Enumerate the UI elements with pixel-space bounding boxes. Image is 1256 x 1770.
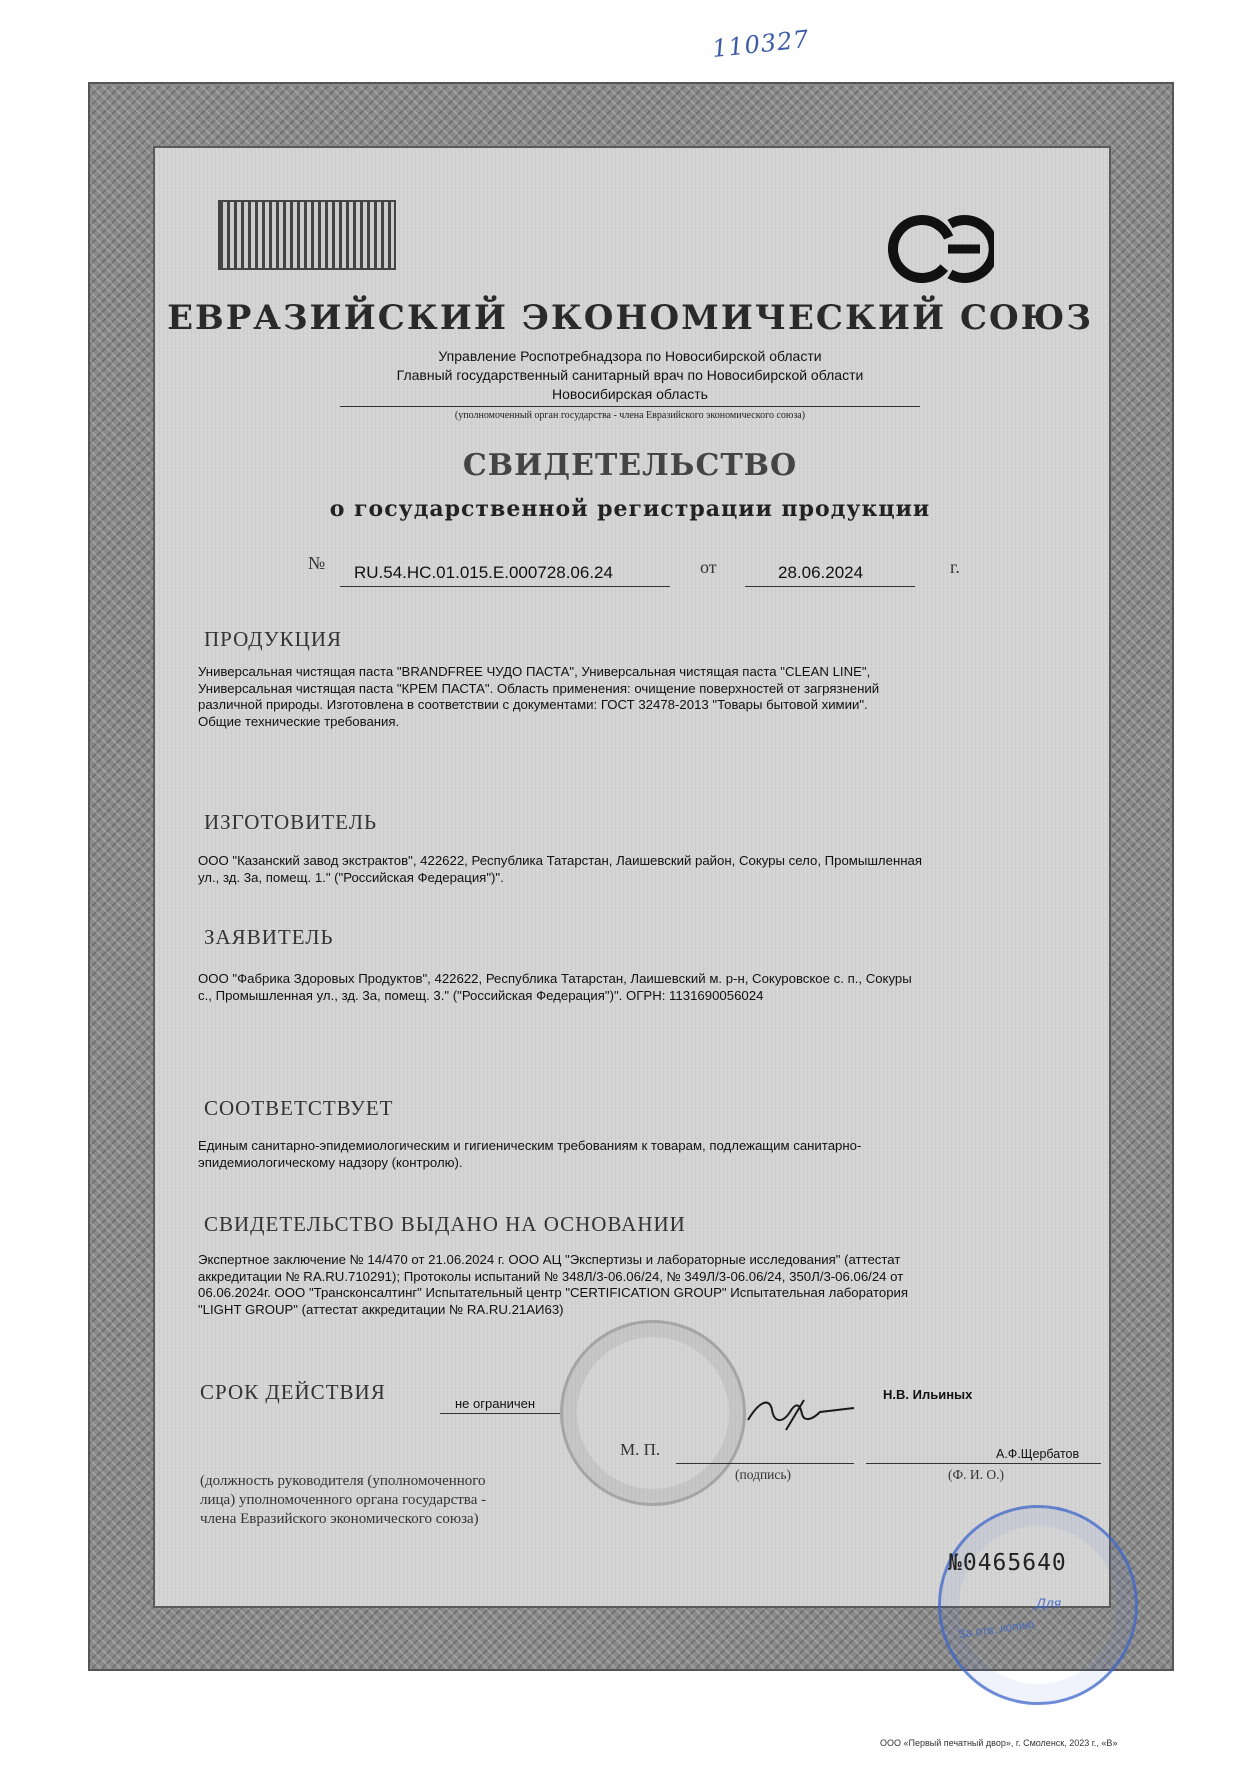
product-heading: ПРОДУКЦИЯ [204, 627, 343, 651]
document-title: СВИДЕТЕЛЬСТВО [462, 448, 798, 483]
validity-value: не ограничен [455, 1396, 536, 1411]
manufacturer-heading: ИЗГОТОВИТЕЛЬ [204, 810, 378, 834]
validity-heading: СРОК ДЕЙСТВИЯ [200, 1380, 386, 1404]
authority-underline [340, 406, 920, 407]
authority-line-1: Управление Роспотребнадзора по Новосибирской области [438, 348, 822, 364]
conforms-heading: СООТВЕТСТВУЕТ [204, 1096, 394, 1120]
eac-logo-icon [888, 212, 994, 286]
union-title: ЕВРАЗИЙСКИЙ ЭКОНОМИЧЕСКИЙ СОЮЗ [167, 298, 1093, 338]
seal-label: М. П. [620, 1440, 661, 1459]
official-seal-impression [560, 1320, 746, 1506]
registration-number: RU.54.НС.01.015.Е.000728.06.24 [354, 563, 613, 582]
signature-caption: (подпись) [735, 1467, 792, 1482]
name-line [866, 1463, 1101, 1464]
name-caption: (Ф. И. О.) [948, 1467, 1005, 1482]
applicant-line: ООО "Фабрика Здоровых Продуктов", 422622, Республика Татарстан, Лаишевский м. р-н, Сокуровское с. п., Сокуры [198, 971, 912, 986]
basis-line: 06.06.2024г. ООО "Трансконсалтинг" Испытательный центр "CERTIFICATION GROUP" Испытательная лаборатория [198, 1285, 909, 1300]
applicant-line: с., Промышленная ул., зд. 3а, помещ. 3." ("Российская Федерация")". ОГРН: 1131690056024 [198, 987, 764, 1003]
conforms-line: Единым санитарно-эпидемиологическим и гигиеническим требованиям к товарам, подлежащим санитарно- [198, 1138, 862, 1153]
handwritten-signature-icon [742, 1390, 862, 1436]
applicant-text [198, 971, 1088, 1004]
basis-line: аккредитации № RA.RU.710291); Протоколы испытаний № 348Л/3-06.06/24, № 349Л/3-06.06/24, 350Л/3-06.06/24 от [198, 1268, 904, 1284]
authority-caption: (уполномоченный орган государства - члена Евразийского экономического союза) [454, 410, 806, 421]
date-underline [745, 586, 915, 587]
document-subtitle: о государственной регистрации продукции [329, 496, 931, 522]
product-line: Общие технические требования. [198, 713, 400, 729]
product-line: Универсальная чистящая паста "КРЕМ ПАСТА". Область применения: очищение поверхностей от загрязнений [198, 680, 880, 696]
applicant-heading: ЗАЯВИТЕЛЬ [204, 925, 334, 949]
signatory-name-top: Н.В. Ильиных [883, 1387, 973, 1402]
handwritten-reference-number: 110327 [710, 24, 811, 64]
authority-line-2: Главный государственный санитарный врач по Новосибирской области [396, 367, 864, 383]
year-suffix: г. [950, 557, 960, 577]
form-serial-number: №0465640 [948, 1550, 1067, 1576]
product-text [198, 664, 1078, 730]
position-caption [200, 1472, 486, 1529]
product-line: Универсальная чистящая паста "BRANDFREE ЧУДО ПАСТА", Универсальная чистящая паста "CLEAN LINE", [198, 664, 871, 679]
qr-code-block [218, 200, 396, 270]
printer-footer: ООО «Первый печатный двор», г. Смоленск, 2023 г., «В» [880, 1738, 1118, 1748]
position-caption-line: члена Евразийского экономического союза) [200, 1511, 479, 1527]
basis-line: "LIGHT GROUP" (аттестат аккредитации № RA.RU.21АИ63) [198, 1301, 564, 1317]
authority-line-3: Новосибирская область [552, 386, 708, 402]
stamp-arc-text: За отв. копию [957, 1616, 1036, 1642]
date-label: от [700, 557, 717, 577]
basis-text [198, 1252, 1088, 1318]
conforms-text [198, 1138, 1088, 1171]
manufacturer-text [198, 853, 1088, 886]
basis-line: Экспертное заключение № 14/470 от 21.06.2024 г. ООО АЦ "Экспертизы и лабораторные исследования" (аттестат [198, 1252, 901, 1267]
validity-underline [440, 1413, 560, 1414]
manufacturer-line: ул., зд. 3а, помещ. 1." ("Российская Федерация")". [198, 869, 504, 885]
number-underline [340, 586, 670, 587]
stamp-text: Для [1036, 1595, 1062, 1611]
conforms-line: эпидемиологическому надзору (контролю). [198, 1154, 463, 1170]
product-line: различной природы. Изготовлена в соответствии с документами: ГОСТ 32478-2013 "Товары бытовой химии". [198, 697, 868, 712]
signature-line [676, 1463, 854, 1464]
manufacturer-line: ООО "Казанский завод экстрактов", 422622, Республика Татарстан, Лаишевский район, Сокуры село, Промышленная [198, 853, 922, 868]
number-label: № [308, 553, 326, 573]
basis-heading: СВИДЕТЕЛЬСТВО ВЫДАНО НА ОСНОВАНИИ [204, 1212, 686, 1236]
position-caption-line: лица) уполномоченного органа государства - [200, 1492, 487, 1508]
signatory-name-bottom: А.Ф.Щербатов [996, 1447, 1080, 1461]
position-caption-line: (должность руководителя (уполномоченного [200, 1473, 486, 1489]
registration-date: 28.06.2024 [778, 563, 864, 582]
